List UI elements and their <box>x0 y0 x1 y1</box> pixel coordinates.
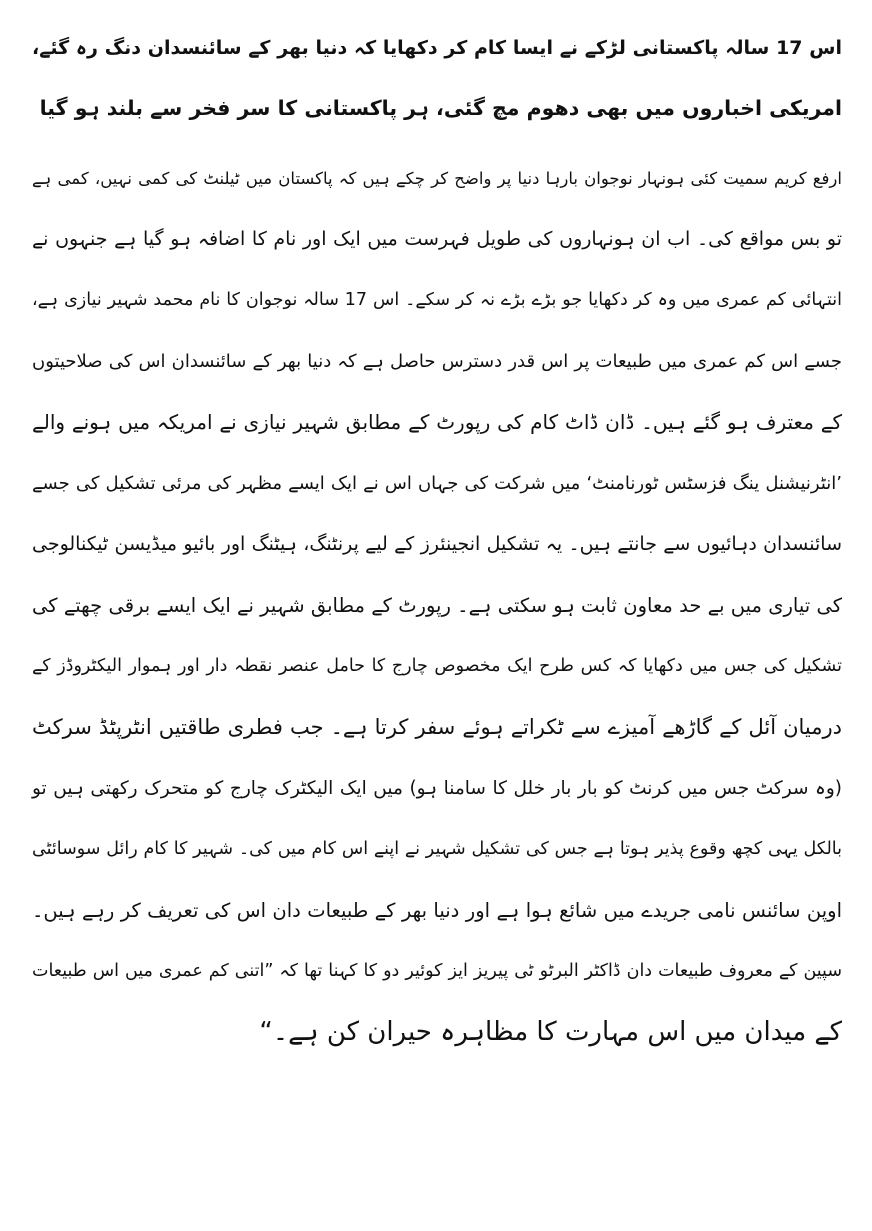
body-line: ارفع کریم سمیت کئی ہونہار نوجوان بارہا دنیا پر واضح کر چکے ہیں کہ پاکستان میں ٹیلنٹ کی کمی نہیں، کمی ہے <box>32 169 842 188</box>
article-body <box>28 148 846 1063</box>
body-line: تو بس مواقع کی۔ اب ان ہونہاروں کی طویل فہرست میں ایک اور نام کا اضافہ ہو گیا ہے جنہوں نے <box>32 228 842 250</box>
body-line: کے معترف ہو گئے ہیں۔ ڈان ڈاٹ کام کی رپورٹ کے مطابق شہیر نیازی نے امریکہ میں ہونے والے <box>32 410 842 434</box>
body-line: سپین کے معروف طبیعات دان ڈاکٹر البرٹو ٹی پیریز ایز کوئیر دو کا کہنا تھا کہ ”اتنی کم عمری میں اس طبیعات <box>32 961 842 981</box>
body-line: ’انٹرنیشنل ینگ فزسٹس ٹورنامنٹ‘ میں شرکت کی جہاں اس نے ایک ایسے مظہر کی مرئی تشکیل کی جسے <box>32 473 842 494</box>
body-line: جسے اس کم عمری میں طبیعات پر اس قدر دسترس حاصل ہے کہ دنیا بھر کے سائنسدان اس کی صلاحیتوں <box>32 351 842 372</box>
body-line: کے میدان میں اس مہارت کا مظاہرہ حیران کن ہے۔“ <box>259 1017 842 1047</box>
body-line: بالکل یہی کچھ وقوع پذیر ہوتا ہے جس کی تشکیل شہیر نے اپنے اس کام میں کی۔ شہیر کا کام رائل سوسائٹی <box>32 839 842 859</box>
body-line: اوپن سائنس نامی جریدے میں شائع ہوا ہے اور دنیا بھر کے طبیعات دان اس کی تعریف کر رہے ہیں۔ <box>32 899 842 922</box>
body-line: (وہ سرکٹ جس میں کرنٹ کو بار بار خلل کا سامنا ہو) میں ایک الیکٹرک چارج کو متحرک رکھتی ہیں تو <box>32 778 842 799</box>
headline-line: اس 17 سالہ پاکستانی لڑکے نے ایسا کام کر دکھایا کہ دنیا بھر کے سائنسدان دنگ رہ گئے، <box>32 37 842 59</box>
article-page <box>28 18 846 1213</box>
headline-line: امریکی اخباروں میں بھی دھوم مچ گئی، ہر پاکستانی کا سر فخر سے بلند ہو گیا <box>39 96 842 120</box>
body-line: سائنسدان دہائیوں سے جانتے ہیں۔ یہ تشکیل انجینئرز کے لیے پرنٹنگ، ہیٹنگ اور بائیو میڈیسن ٹیکنالوجی <box>32 533 842 555</box>
body-line: درمیان آئل کے گاڑھے آمیزے سے ٹکراتے ہوئے سفر کرتا ہے۔ جب فطری طاقتیں انٹرپٹڈ سرکٹ <box>32 715 842 739</box>
article-headline <box>28 18 846 138</box>
body-line: تشکیل کی جس میں دکھایا کہ کس طرح ایک مخصوص چارج کا حامل عنصر نقطہ دار اور ہموار الیکٹروڈز کے <box>32 656 842 676</box>
body-line: کی تیاری میں بے حد معاون ثابت ہو سکتی ہے۔ رپورٹ کے مطابق شہیر نے ایک ایسے برقی چھتے کی <box>32 594 842 617</box>
body-line: انتہائی کم عمری میں وہ کر دکھایا جو بڑے بڑے نہ کر سکے۔ اس 17 سالہ نوجوان کا نام محمد شہیر نیازی ہے، <box>32 290 842 310</box>
